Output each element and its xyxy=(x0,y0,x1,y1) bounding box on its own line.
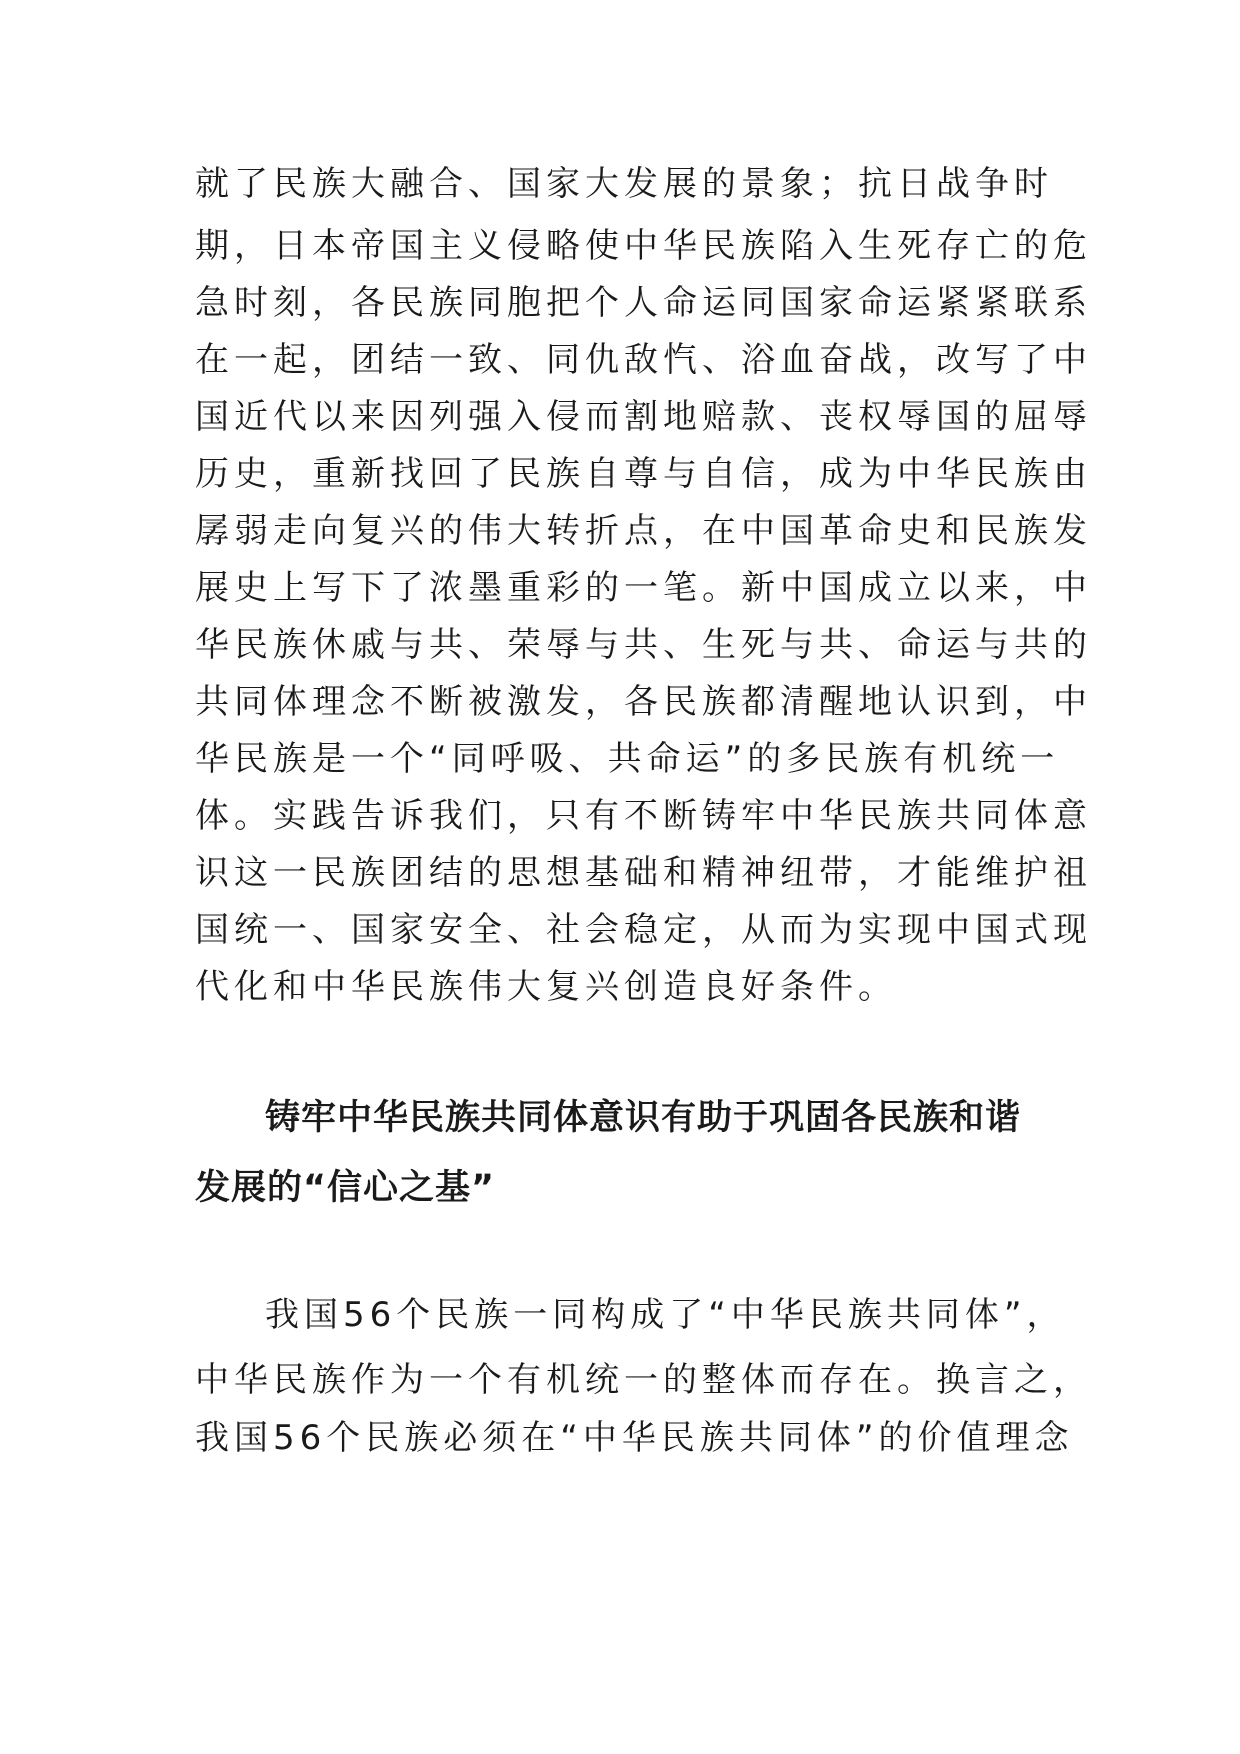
paragraph-line: 华民族是一个“同呼吸、共命运”的多民族有机统一 xyxy=(195,739,1060,779)
section-heading-line: 发展的“信心之基” xyxy=(195,1168,496,1208)
paragraph-line: 孱弱走向复兴的伟大转折点，在中国革命史和民族发 xyxy=(195,511,1092,551)
paragraph-line: 历史，重新找回了民族自尊与自信，成为中华民族由 xyxy=(195,454,1092,494)
paragraph-line: 就了民族大融合、国家大发展的景象；抗日战争时 xyxy=(195,164,1053,204)
paragraph-line: 急时刻，各民族同胞把个人命运同国家命运紧紧联系 xyxy=(195,283,1092,323)
paragraph-line: 我国56个民族一同构成了“中华民族共同体”， xyxy=(265,1295,1066,1335)
paragraph-line: 代化和中华民族伟大复兴创造良好条件。 xyxy=(195,967,897,1007)
paragraph-line: 在一起，团结一致、同仇敌忾、浴血奋战，改写了中 xyxy=(195,340,1092,380)
paragraph-line: 共同体理念不断被激发，各民族都清醒地认识到，中 xyxy=(195,682,1092,722)
paragraph-line: 展史上写下了浓墨重彩的一笔。新中国成立以来，中 xyxy=(195,568,1092,608)
section-heading-line: 铸牢中华民族共同体意识有助于巩固各民族和谐 xyxy=(265,1098,1022,1138)
paragraph-line: 体。实践告诉我们，只有不断铸牢中华民族共同体意 xyxy=(195,796,1092,836)
paragraph-line: 中华民族作为一个有机统一的整体而存在。换言之， xyxy=(195,1360,1092,1400)
paragraph-line: 国统一、国家安全、社会稳定，从而为实现中国式现 xyxy=(195,910,1092,950)
paragraph-line: 国近代以来因列强入侵而割地赔款、丧权辱国的屈辱 xyxy=(195,397,1092,437)
paragraph-line: 华民族休戚与共、荣辱与共、生死与共、命运与共的 xyxy=(195,625,1092,665)
paragraph-line: 期，日本帝国主义侵略使中华民族陷入生死存亡的危 xyxy=(195,226,1092,266)
paragraph-line: 我国56个民族必须在“中华民族共同体”的价值理念 xyxy=(195,1418,1074,1458)
paragraph-line: 识这一民族团结的思想基础和精神纽带，才能维护祖 xyxy=(195,853,1092,893)
